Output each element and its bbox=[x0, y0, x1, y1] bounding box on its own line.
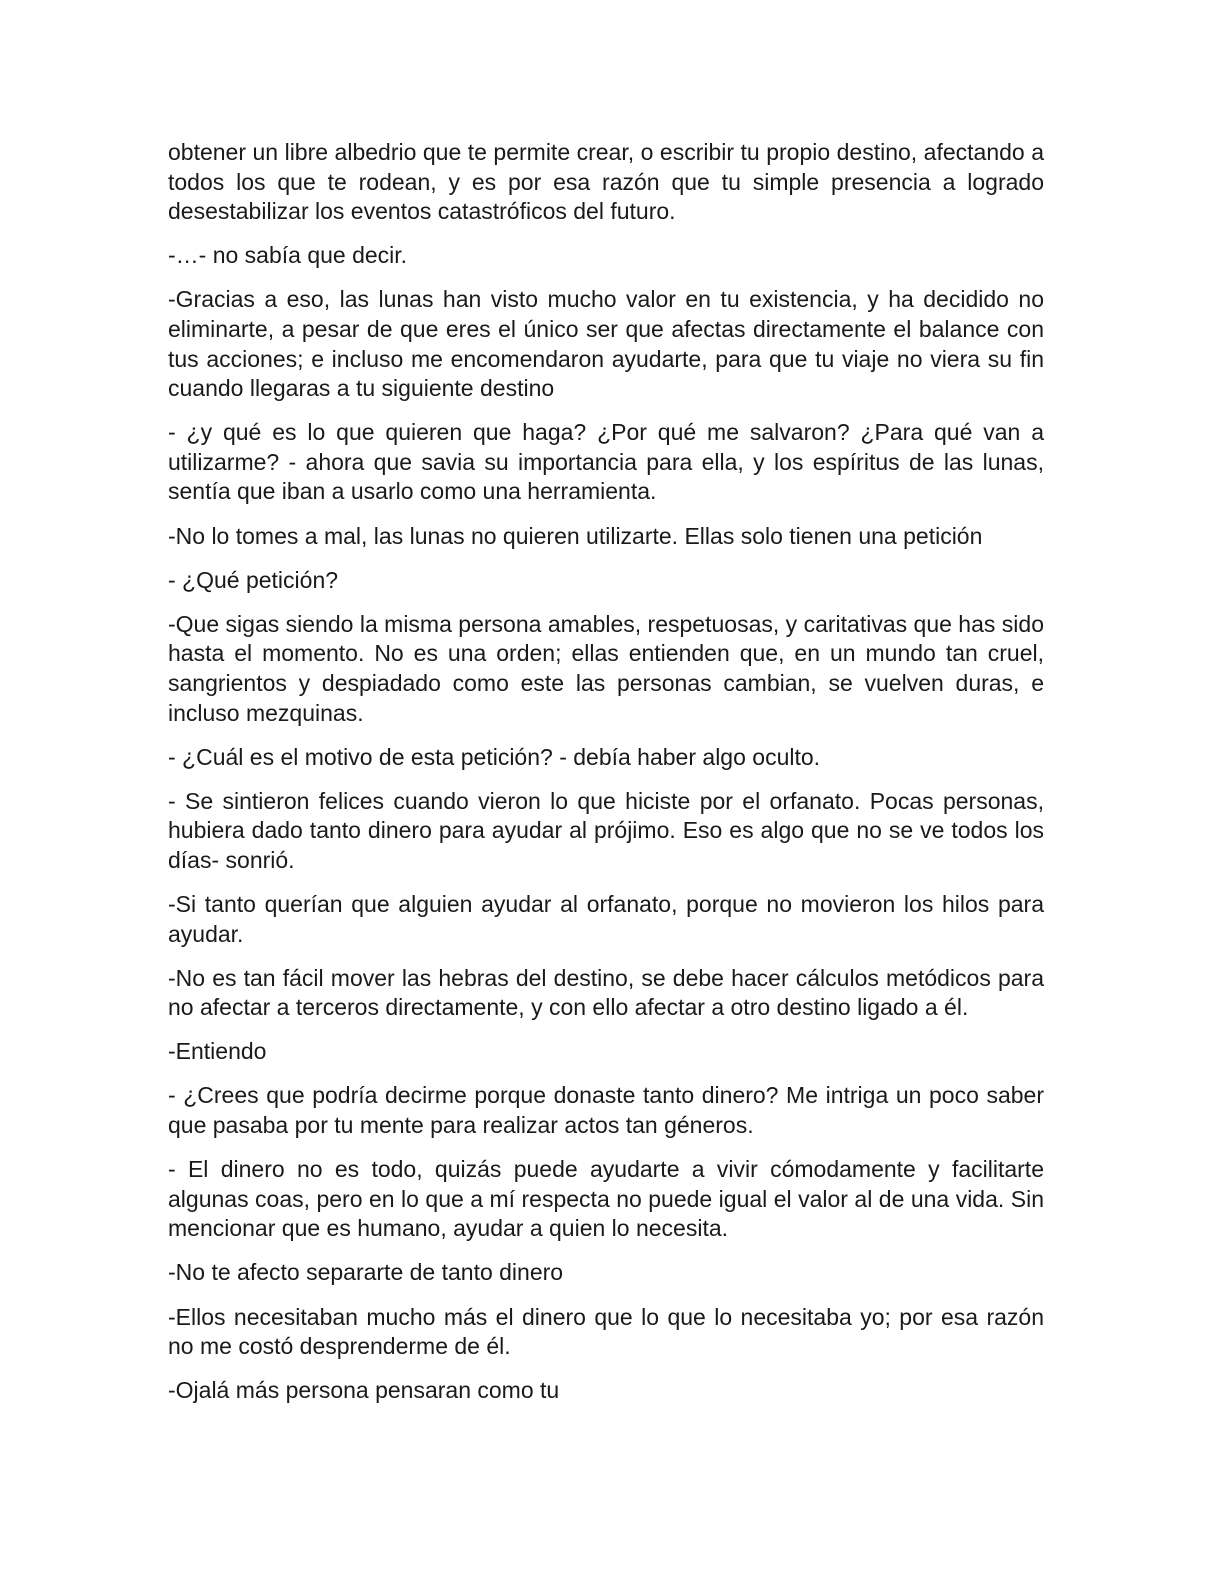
paragraph: - Se sintieron felices cuando vieron lo que hiciste por el orfanato. Pocas personas, hubiera dado tanto dinero para ayudar al prójimo. Eso es algo que no se ve todos los días- sonrió. bbox=[168, 787, 1044, 873]
paragraph: -Que sigas siendo la misma persona amables, respetuosas, y caritativas que has sido hasta el momento. No es una orden; ellas entienden que, en un mundo tan cruel, sangrientos y despiadado como este las personas cambian, se vuelven duras, e incluso mezquinas. bbox=[168, 610, 1044, 726]
paragraph: - ¿Cuál es el motivo de esta petición? - debía haber algo oculto. bbox=[168, 743, 821, 770]
paragraph: - ¿Qué petición? bbox=[168, 566, 339, 593]
paragraph: -No te afecto separarte de tanto dinero bbox=[168, 1259, 564, 1286]
paragraph: - El dinero no es todo, quizás puede ayudarte a vivir cómodamente y facilitarte algunas coas, pero en lo que a mí respecta no puede igual el valor al de una vida. Sin mencionar que es humano, ayudar a quien lo necesita. bbox=[168, 1156, 1044, 1242]
paragraph: -Entiendo bbox=[168, 1038, 267, 1065]
paragraph: -Ellos necesitaban mucho más el dinero que lo que lo necesitaba yo; por esa razón no me costó desprenderme de él. bbox=[168, 1303, 1044, 1360]
paragraph: -…- no sabía que decir. bbox=[168, 242, 408, 269]
paragraph: -Gracias a eso, las lunas han visto mucho valor en tu existencia, y ha decidido no eliminarte, a pesar de que eres el único ser que afectas directamente el balance con tus acciones; e incluso me encomendaron ayudarte, para que tu viaje no viera su fin cuando llegaras a tu siguiente destino bbox=[168, 286, 1044, 402]
paragraph: obtener un libre albedrio que te permite crear, o escribir tu propio destino, afectando a todos los que te rodean, y es por esa razón que tu simple presencia a logrado desestabilizar los eventos catastróficos del futuro. bbox=[168, 139, 1044, 225]
paragraph: - ¿y qué es lo que quieren que haga? ¿Por qué me salvaron? ¿Para qué van a utilizarme? - ahora que savia su importancia para ella, y los espíritus de las lunas, sentía que iban a usarlo como una herramienta. bbox=[168, 419, 1044, 505]
paragraph: -No lo tomes a mal, las lunas no quieren utilizarte. Ellas solo tienen una petición bbox=[168, 522, 983, 549]
body-text bbox=[168, 138, 1044, 1420]
paragraph: -Ojalá más persona pensaran como tu bbox=[168, 1377, 560, 1404]
paragraph: - ¿Crees que podría decirme porque donaste tanto dinero? Me intriga un poco saber que pasaba por tu mente para realizar actos tan géneros. bbox=[168, 1082, 1044, 1139]
paragraph: -No es tan fácil mover las hebras del destino, se debe hacer cálculos metódicos para no afectar a terceros directamente, y con ello afectar a otro destino ligado a él. bbox=[168, 964, 1044, 1021]
paragraph: -Si tanto querían que alguien ayudar al orfanato, porque no movieron los hilos para ayudar. bbox=[168, 890, 1044, 947]
